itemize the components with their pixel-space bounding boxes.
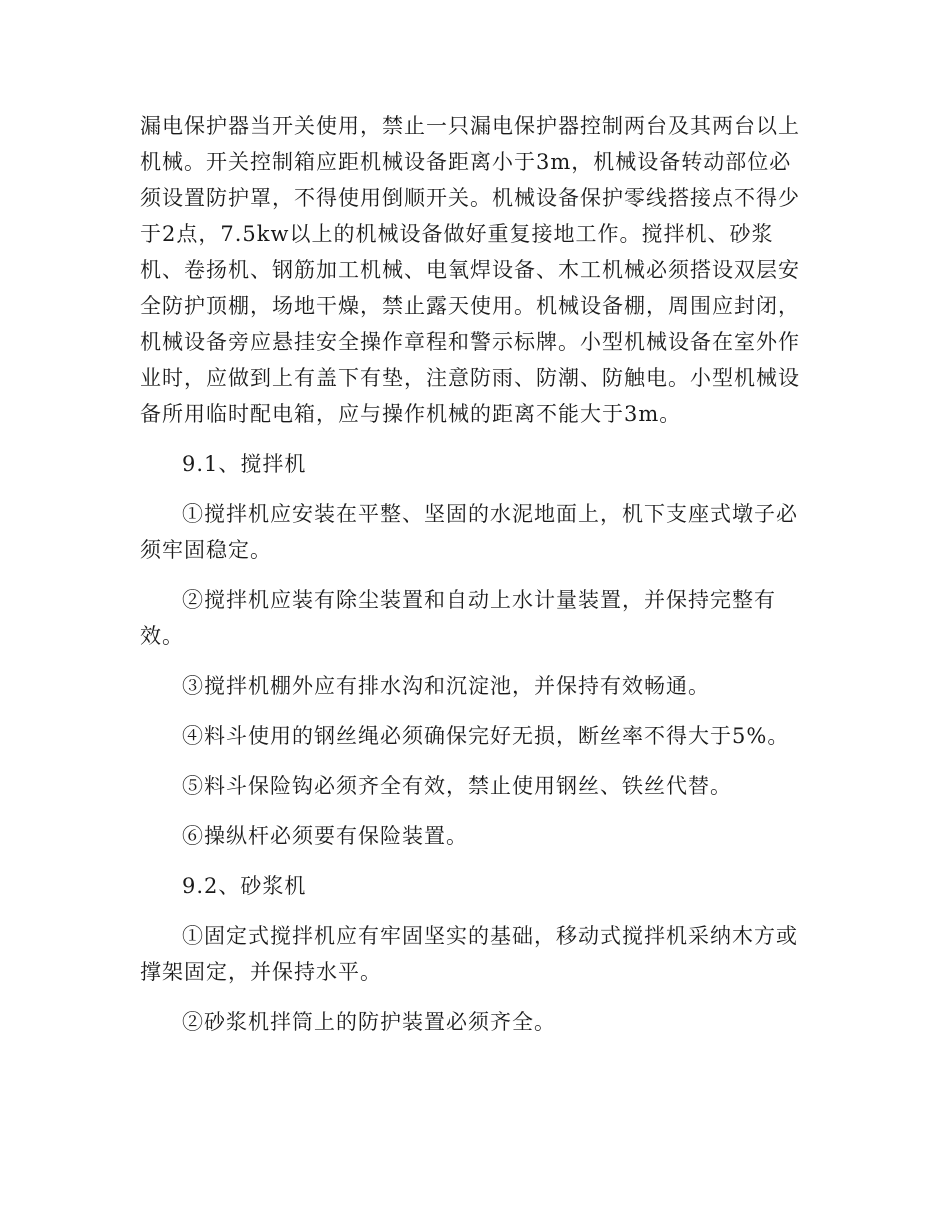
section-heading-mortar-mixer: 9.2、砂浆机 (182, 874, 307, 898)
section-heading-mixer: 9.1、搅拌机 (182, 452, 307, 476)
list-item: ①搅拌机应安装在平整、坚固的水泥地面上，机下支座式墩子必须牢固稳定。 (140, 502, 798, 562)
list-item: ③搅拌机棚外应有排水沟和沉淀池，并保持有效畅通。 (182, 674, 710, 698)
list-item: ⑤料斗保险钩必须齐全有效，禁止使用钢丝、铁丝代替。 (182, 774, 732, 798)
intro-paragraph: 漏电保护器当开关使用，禁止一只漏电保护器控制两台及其两台以上机械。开关控制箱应距机械设备距离小于3m，机械设备转动部位必须设置防护罩，不得使用倒顺开关。机械设备保护零线搭接点不得少于2点，7.5kw以上的机械设备做好重复接地工作。搅拌机、砂浆机、卷扬机、钢筋加工机械、电氧焊设备、木工机械必须搭设双层安全防护顶棚，场地干燥，禁止露天使用。机械设备棚，周围应封闭，机械设备旁应悬挂安全操作章程和警示标牌。小型机械设备在室外作业时，应做到上有盖下有垫，注意防雨、防潮、防触电。小型机械设备所用临时配电箱，应与操作机械的距离不能大于3m。 (140, 114, 800, 426)
list-item: ④料斗使用的钢丝绳必须确保完好无损，断丝率不得大于5%。 (182, 724, 790, 748)
list-item: ⑥操纵杆必须要有保险装置。 (182, 824, 468, 848)
list-item: ②搅拌机应装有除尘装置和自动上水计量装置，并保持完整有效。 (140, 588, 776, 648)
document-body (140, 108, 810, 1054)
list-item: ①固定式搅拌机应有牢固坚实的基础，移动式搅拌机采纳木方或撑架固定，并保持水平。 (140, 924, 798, 984)
list-item: ②砂浆机拌筒上的防护装置必须齐全。 (182, 1010, 556, 1034)
